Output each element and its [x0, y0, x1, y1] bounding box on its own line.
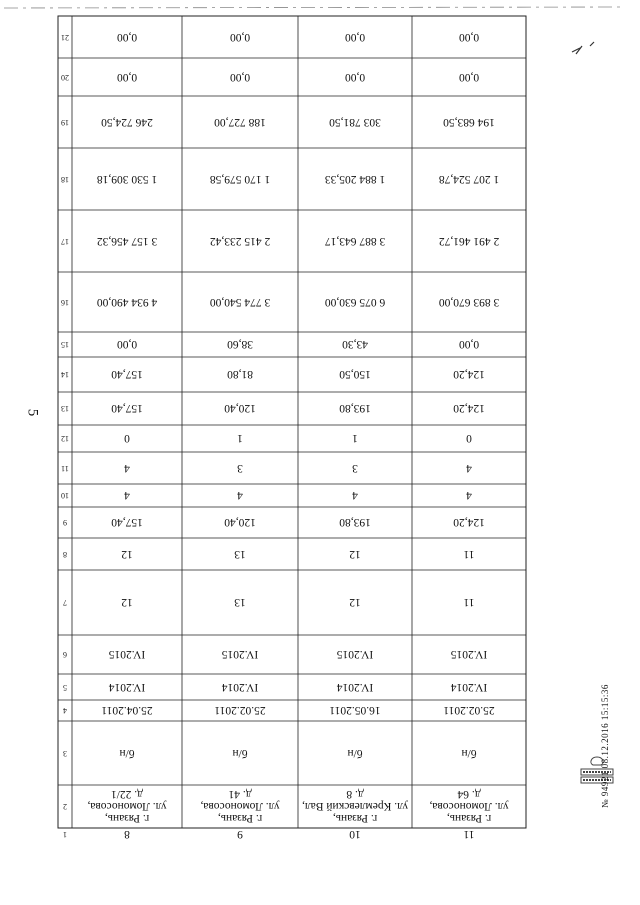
registry-stamp-icon — [577, 755, 617, 785]
table-cell: 2 415 233,42 — [209, 235, 271, 247]
table-cell: 4 — [124, 462, 130, 474]
table-cell: 157,40 — [111, 516, 143, 529]
table-cell: б/н — [347, 747, 363, 759]
table-cell: 25.02.2011 — [443, 704, 495, 717]
table-cell: 193,80 — [339, 402, 371, 415]
table-cell: 4 — [237, 489, 243, 502]
table-cell: 0,00 — [116, 31, 138, 43]
column-number: 5 — [63, 683, 67, 692]
column-number: 1 — [63, 830, 67, 839]
table-cell: 1 — [237, 432, 243, 445]
table-cell: IV.2014 — [221, 681, 259, 693]
table-cell: 4 — [352, 489, 358, 502]
page-number: 5 — [24, 408, 41, 417]
table-cell: 194 683,50 — [443, 116, 495, 128]
table-cell: IV.2015 — [336, 648, 374, 661]
table-cell: 12 — [121, 596, 133, 609]
column-number: 7 — [63, 598, 67, 608]
registration-stamp-text: № 94921 08.12.2016 15:15:36 — [600, 684, 610, 808]
column-number: 2 — [63, 802, 67, 812]
table-cell: 3 887 643,17 — [324, 235, 386, 247]
table-cell: 0,00 — [229, 71, 251, 83]
table-cell: 11 — [463, 596, 475, 609]
table-cell: 0,00 — [116, 71, 138, 83]
table-cell: 13 — [234, 596, 246, 609]
table-cell: 11 — [463, 548, 475, 560]
table-cell: 81,80 — [227, 368, 253, 381]
table-cell: 124,20 — [453, 402, 485, 415]
table-cell: 0,00 — [116, 338, 138, 351]
table-cell: 13 — [234, 548, 246, 560]
table-cell: 120,40 — [224, 402, 256, 415]
table-cell: 16.05.2011 — [329, 704, 381, 717]
table-cell: 12 — [349, 548, 361, 560]
table-cell: 6 075 630,00 — [324, 296, 386, 308]
table-cell: г. Рязань, ул. Кремлевский Вал, д. 8 — [301, 788, 409, 825]
column-number: 9 — [63, 518, 67, 528]
column-number: 21 — [61, 33, 69, 42]
column-number: 8 — [63, 550, 67, 559]
table-cell: 1 170 579,58 — [209, 173, 271, 185]
table-cell: 25.04.2011 — [101, 704, 153, 717]
column-number: 15 — [61, 340, 69, 350]
table-cell: б/н — [232, 747, 248, 759]
table-cell: 3 774 540,00 — [209, 296, 271, 308]
table-cell: 124,20 — [453, 368, 485, 381]
table-cell: 3 — [237, 462, 243, 474]
column-number: 4 — [63, 706, 67, 716]
table-cell: 0,00 — [344, 71, 366, 83]
table-cell: IV.2014 — [108, 681, 146, 693]
table-cell: 2 491 461,72 — [438, 235, 500, 247]
table-cell: б/н — [119, 747, 135, 759]
table-cell: г. Рязань, ул. Ломоносова, д. 64 — [429, 788, 509, 825]
table-cell: 43,30 — [342, 338, 368, 351]
table-cell: 0,00 — [458, 338, 480, 351]
column-number: 6 — [63, 650, 67, 660]
table-cell: 9 — [237, 828, 243, 840]
column-number: 12 — [61, 434, 69, 444]
table-cell: 193,80 — [339, 516, 371, 529]
column-number: 17 — [61, 237, 69, 246]
table-cell: 25.02.2011 — [214, 704, 266, 717]
table-cell: 124,20 — [453, 516, 485, 529]
table-cell: 0,00 — [458, 31, 480, 43]
column-number: 16 — [61, 298, 69, 307]
table-cell: 8 — [124, 828, 130, 840]
table-cell: 1 — [352, 432, 358, 445]
column-number: 3 — [63, 749, 67, 758]
table-cell: IV.2015 — [450, 648, 488, 661]
column-number: 13 — [61, 404, 69, 414]
table-cell: 0 — [466, 432, 472, 445]
column-number: 19 — [61, 118, 69, 127]
table-cell: 150,50 — [339, 368, 371, 381]
table-cell: 1 207 524,78 — [438, 173, 500, 185]
column-number: 11 — [61, 464, 69, 473]
table-cell: 157,40 — [111, 368, 143, 381]
column-number: 10 — [61, 491, 69, 501]
table-cell: 38,60 — [227, 338, 253, 351]
table-cell: 157,40 — [111, 402, 143, 415]
table-cell: IV.2015 — [221, 648, 259, 661]
table-cell: г. Рязань, ул. Ломоносова, д. 22/1 — [87, 788, 167, 825]
table-cell: 12 — [121, 548, 133, 560]
table-cell: 0,00 — [458, 71, 480, 83]
table-cell: г. Рязань, ул. Ломоносова, д. 41 — [200, 788, 280, 825]
table-cell: 4 934 490,00 — [96, 296, 158, 308]
table-cell: 246 724,50 — [101, 116, 153, 128]
table-cell: 0,00 — [344, 31, 366, 43]
table-cell: б/н — [461, 747, 477, 759]
table-cell: 0,00 — [229, 31, 251, 43]
table-cell: 303 781,50 — [329, 116, 381, 128]
table-cell: 3 157 456,32 — [96, 235, 158, 247]
table-cell: IV.2014 — [336, 681, 374, 693]
column-number: 14 — [61, 370, 69, 380]
table-cell: 10 — [349, 828, 361, 840]
column-number: 20 — [61, 73, 69, 82]
table-cell: 4 — [466, 489, 472, 502]
table-cell: 3 — [352, 462, 358, 474]
table-cell: 1 884 205,33 — [324, 173, 386, 185]
table-cell: 188 727,00 — [214, 116, 266, 128]
table-cell: 0 — [124, 432, 130, 445]
table-cell: 4 — [124, 489, 130, 502]
table-cell: 11 — [463, 828, 475, 840]
table-cell: 120,40 — [224, 516, 256, 529]
table-cell: 12 — [349, 596, 361, 609]
table-cell: 4 — [466, 462, 472, 474]
table-cell: 1 530 309,18 — [96, 173, 158, 185]
table-cell: IV.2014 — [450, 681, 488, 693]
table-cell: 3 893 670,00 — [438, 296, 500, 308]
column-number: 18 — [61, 175, 69, 184]
table-cell: IV.2015 — [108, 648, 146, 661]
